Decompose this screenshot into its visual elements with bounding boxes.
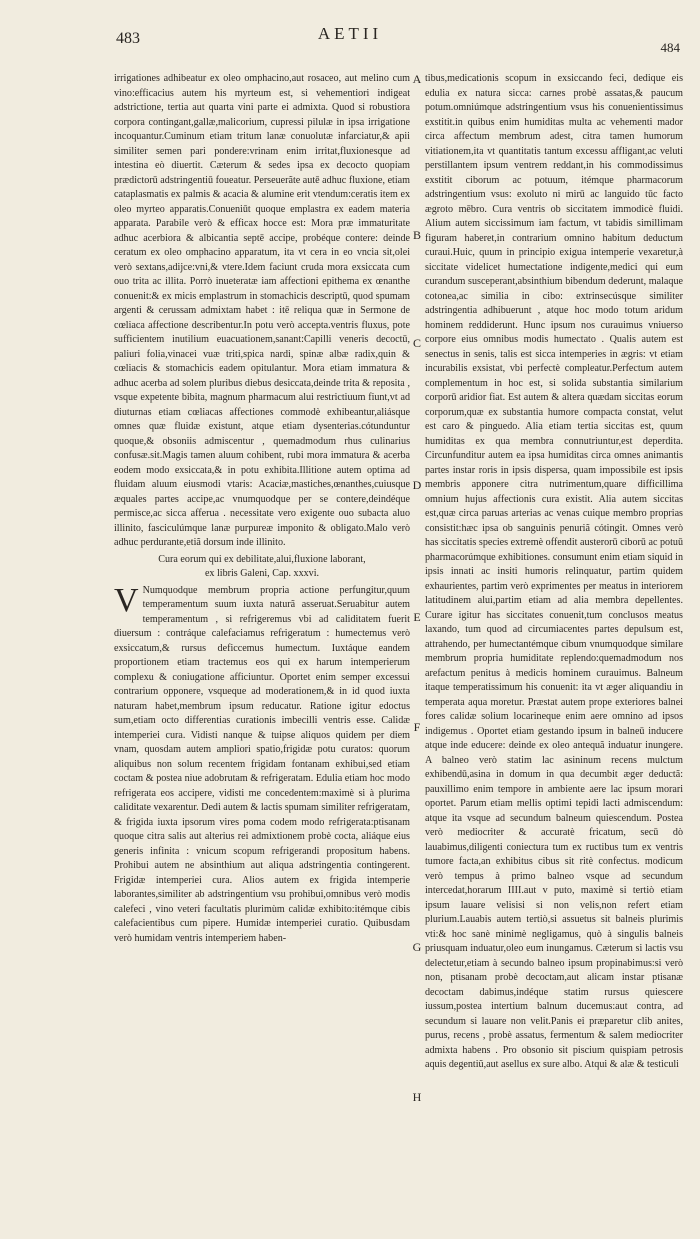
section-subheading: ex libris Galeni, Cap. xxxvi.	[204, 568, 320, 579]
right-para-1: tibus,medicationis scopum in exsiccando feci, dedique eis edulia ex natura sicca: carnes probè assatas,& paucum potum.omniúmque adstringentium vsus his conuenientissimus exstitit.in quibus enim humiditas multa ac vehementi mador circa affectum membrum adest, citra tamen humorum vitiationem,ita vt quantitatis tantum excessu affligant,ac veluti perstillantem ipsum ventrem reddant,in his commodissimus exstitit ciborum ac potuum, itémque pharmacorum adstringentium vsus: exoluto ni mirū ac languido tūc facto ægroto mēbro. Cura ventris ob siccitatem immodicè fluidi. Alium autem siccissimum iam factum, vt tabidis simillimam figuram haberet,in contrarium omnino habitum deductum curaui.Huic, quum in principio exigua intemperie vexaretur,à siccitate videlicet humectatione indigente,medici qui eum curandum susceperant,absinthium bibendum dederunt, malaque cotonea,ac similia in cibo: extrinsecúsque similiter adstringentia adhibuerunt , atque hoc modo totum aridum hominem reddiderunt. Hunc ipsum nos curauimus vniuerso corpore eius omnibus modis humectato . Qualis autem est senectus in senis, talis est sicca intemperies in ægris: vt etiam incurabilis exsistat, vbi perfectè compleatur.Perfectum autem complementum in hoc est, si solida substantia similarium corporū aridior fiat. Est autem & altera quædam siccitas eorum corporum,quæ ex substantia humore compacta constat, velut est caro & pinguedo. Alia etiam tertia siccitas est, quum humiditas ex qua membra connutriuntur,est deperdita. Circunfunditur autem ea ipsa humiditas circa omnes animantis partes instar roris in ipsis dispersa, quam impossibile est ipsis membris apponere citra nutrimentum,quare difficillima omnium hujus affectionis cura existit. Alia autem siccitas est,quæ circa paruas arterias ac venas cuique membro proprias consistit:hæc ipsa ob sanguinis penuriã cótingit. Omnes verò has siccitatis species extremè offendit austerorū ciborū ac potuū pharmacorúmque exhibitiones. consumunt enim etiam siquid in ipsis innati ac insiti humoris relinquatur, partim quidem exhaurientes, partim verò exprimentes per meatus in interiorem latitudinem alui,partim etiam ad alia membra depellentes. Curare igitur has siccitates conuenit,tum conclusos meatus laxando, tum quod ad circumiacentes partes depulsum est, attrahendo, per humectantémque cibum vnumquodque similare membrum propria humiditate replendo:quemadmodum nos arefactum penitus à medicis hominem curauimus. Balneum itaque temperatissimum his conuenit: ita vt æger aliquandiu in temperata aqua moretur. Præstat autem prope exteriores balnei fores calidæ solium locarineque enim aere omnino ad ipsos indigemus . Oportet etiam gestando ipsum in balneū inducere atque inde educere: deinde ex oleo antequã induatur inungere. A balneo verò statim lac asininum recens mulctum exhibendū,asina in domum in qua decumbit æger deductã: pauxillimo enim tempore in ambiente aere lac ipsum morari oportet. Parum etiam mellis optimi tepidi lacti admiscendum: atque ita vsque ad secundum balneum quiescendum. Postea verò mediocriter & accuratè fricatum, secū dò lauabimus,diligenti coniectura tum ex ructibus tum ex ventris tumore facta,an exhibitus cibus sit ritè confectus. modicum verò tempus à primo balneo vsque ad secundum intercedat,horarum IIII.aut v puto, maximè si tertiò etiam ipsum lauare velisisi si non velis,non refert etiam plurium.Lauabis autem tertiò,si assuetus sit balneis plurimis vti:& hoc sanè minimè negligamus, quò à singulis balneis priusquam induatur,oleo eum inungamus. Cæterum si lactis vsu delectetur,etiam à secundo balneo ipsum propinabimus:si verò non, ptisanam probè decoctam,aut alicam instar ptisanæ decoctam dabimus,indéque statim rursus quiescere iussum,postea intertium balnum ducemus:aut contra, ad secundum si lauare non velit.Panis ei præparetur clib anites, purus, recens , probè assatus, fermentum & salem mediocriter admixta habens . Pro obsonio sit piscium quispiam petrosis aquis degentiũ,aut asellus ex sure albo. Atqui & alæ & testiculi	[425, 73, 683, 1070]
left-para-3: Numquodque membrum propria actione perfungitur,quum temperamentum suum iuxta naturã asseruat.Seruabitur autem temperamentum , si refrigeremus vbi ad caliditatem fuerit diuersum : contráque calefaciamus refrigeratum : humectemus verò exsiccatum,& rursus deficcemus humectum. Iuxtáque eandem proportionem etiam tractemus eos qui ex harum intemperierum complexu & coniugatione afficiuntur. Oportet enim semper excessui contrarium opponere, vsqueque ad moderationem,& in id quod iuxta naturam habet,membrum ipsum reducatur. Ratione igitur edoctus sum,etiam octo differentias curationis imbecilli ventris esse. Calidæ intemperiei cura. Vidisti nanque & tuipse aliquos quidem per diem vnam, quosdam autem ampliori spatio,frigidæ potu curatos: quorum aliquibus non solum recentem frigidam fontanam exhibui,sed etiam coctam & postea niue adobrutam & refrigeratam. Edulia etiam hoc modo refrigerata eos accipere, vidisti me concedentem:maximè si à plurima caliditate vexarentur. Dedi autem & lactis spumam similiter refrigeratam, & frigida iuxta ipsorum vires poma codem modo refrigerata:ptisanam quoque citra salis aut alterius rei admixtionem probè cocta, aliáque eius generis infinita : vnicum scopum refrigerandi propositum habens. Prohibui autem ne absinthium aut aliqua adstringentia contingerent. Frigidæ intemperiei cura. Alios autem ex frigida intemperie laborantes,similiter ab adstringentium vsu prohibui,omnibus verò modis calefeci , vino veteri facultatis plurimùm calidæ exhibito:itémque cibis calefacientibus cum pipere. Humidæ intemperiei curatio. Quibusdam verò humidam ventris intemperiem haben-	[114, 584, 410, 944]
margin-letter-a: A	[412, 72, 422, 86]
drop-cap: V	[114, 581, 139, 619]
right-column	[425, 72, 683, 1073]
page-number-left: 483	[116, 30, 140, 47]
margin-letter-b: B	[412, 228, 421, 242]
margin-letter-d: D	[412, 478, 422, 492]
margin-letter-c: C	[412, 336, 421, 350]
margin-letter-f: F	[413, 720, 421, 734]
section-heading: Cura eorum qui ex debilitate,alui,fluxione laborant,	[158, 553, 366, 565]
left-para-1: irrigationes adhibeatur ex oleo omphacino,aut rosaceo, aut melino cum vino:efficacius autem his myrteum est, si vehementiori indigeat adstrictione, tertia aut quarta vini parte ei admixta. Quod si robustiora corpora contingant,gallæ,malicorium, cupressi pilulæ in ipsa irrigatione incoquantur.Cuminum etiam tritum lanæ conuolutæ infarciatur,& apii similiter semen pari pondere:vrinam enim irritat,fluxionesque ad intestina eò diuertit. Cæterum & sedes ipsa ex decocto quopiam prædictorū adstringentiū foueatur. Perseuerãte autē adhuc fluxione, etiam cataplasmatis ex palmis & acacia & alumine erit vtendum:ceratis item ex oleo myrteo apparatis.Conueniūt quoque emplastra ex eadem materia apparata. Parabile verò & efficax hocce est: Mora præ immaturitate adhuc acerbiora & albicantia septē accipe, probéque contere: deinde ceratum ex oleo omphacino apparatum, ita vt cera in eo vncia sit,olei verò sextans,adijce:vni,& vtere.Idem faciunt cruda mora exsiccata cum ouo trita ac illita. Porrò inueteratæ iam affectioni epithema ex œnanthe conuenit:& ex micis emplastrum in stomachicis descriptū, quod spumam argenti & cerussam admixtam habet : itē reliqua quæ in Sermone de cœliaca affectione describentur.In potu verò accepta.ventris fluxus, pote sufficientem inutilium euacuationem,sanant:Capilli veneris decoctū, paliuri folia,vinacei vuæ triti,spica nardi, spinæ albæ radix,quin & cœliacis & stomachicis eadem opitulantur. Mora etiam immatura & adhuc acerba ad solem pluribus diebus desiccata,deinde trita & reposita , vsque expetente bibita, magnum pharmacum alui restrictiuum fiunt,vt ad diuturnas etiam cœliacas affectiones commodè exhibeantur,aliásque omnes quæ fluidæ existunt, atque etiam dysenterias.cótunduntur quoque,& obsoniis admiscentur , quemadmodum rhus culinarius confusæ.sit.Magis tamen aluum cohibent, rubi mora immatura & acerba eodem modo exsiccata,& in potu exhibita.Illitione autem optima ad fluidam aluum eiusmodi vtaris: Acaciæ,mastiches,œnanthes,cuiusque æquales partes accipe,ac vnumquodque per se contere,deindéque permisce,ac sicca afferua . necessitate vero exigente ouo subacta aluo illinito, fasciculúmque lanæ purpureæ imponito & obligato.Malo verò adhuc perdurante,etiã dorsum inde illinito.	[114, 73, 410, 548]
page-number-right: 484	[660, 40, 680, 55]
margin-letter-h: H	[412, 1090, 422, 1104]
margin-letter-g: G	[412, 940, 422, 954]
left-column	[114, 72, 410, 946]
running-head: AETII	[317, 24, 383, 43]
margin-letter-e: E	[413, 610, 421, 624]
